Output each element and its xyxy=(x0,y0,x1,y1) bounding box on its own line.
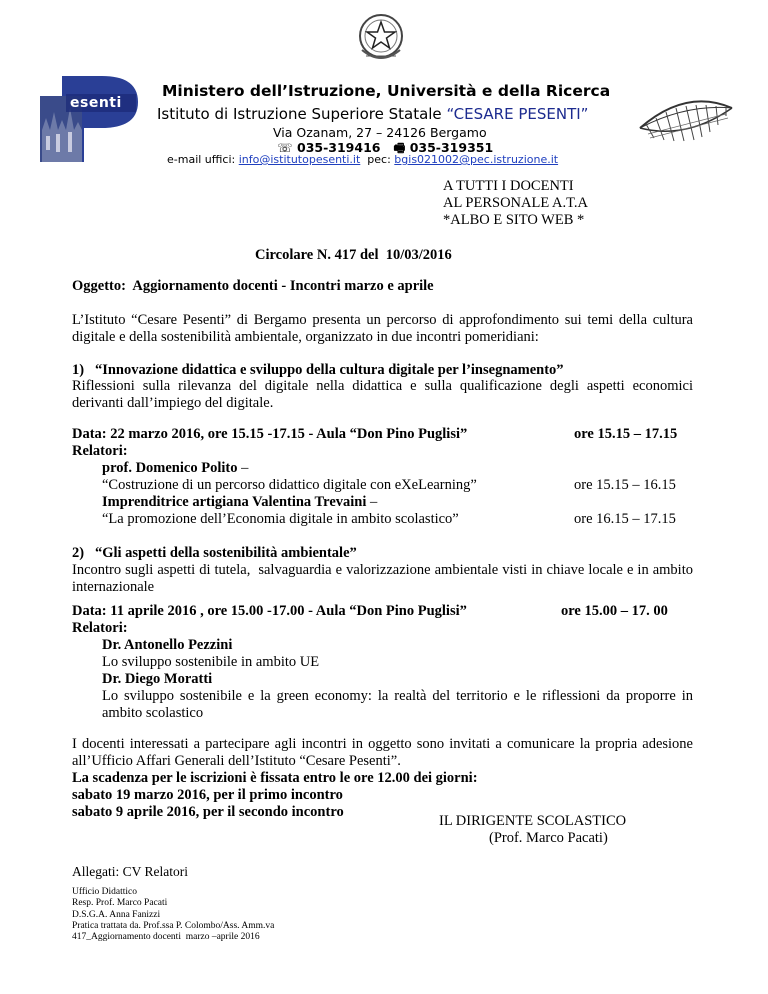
institute-line xyxy=(157,105,588,123)
fax-icon: 🖷 xyxy=(393,140,406,155)
speaker-name: Imprenditrice artigiana Valentina Trevaini xyxy=(102,494,367,510)
section1-talk2-row xyxy=(72,511,692,528)
email-label: e-mail uffici: xyxy=(167,153,239,166)
section1-time: ore 15.15 – 17.15 xyxy=(574,426,678,442)
section2-speaker1: Dr. Antonello Pezzini xyxy=(102,637,233,653)
section1-speaker2 xyxy=(102,494,377,511)
footer-line: D.S.G.A. Anna Fanizzi xyxy=(72,909,161,920)
pec-label: pec: xyxy=(360,153,395,166)
section2-title: 2) “Gli aspetti della sostenibilità ambientale” xyxy=(72,545,357,561)
recipient-line: AL PERSONALE A.T.A xyxy=(443,195,588,211)
attachments-line: Allegati: CV Relatori xyxy=(72,864,188,879)
address: Via Ozanam, 27 – 24126 Bergamo xyxy=(273,125,487,140)
phone-number: 035-319416 xyxy=(297,140,381,155)
deadline-line: La scadenza per le iscrizioni è fissata entro le ore 12.00 dei giorni: xyxy=(72,770,478,786)
phone-icon: ☏ xyxy=(277,140,293,155)
footer-line: Pratica trattata da. Prof.ssa P. Colombo/Ass. Amm.va xyxy=(72,920,275,931)
section1-title: 1) “Innovazione didattica e sviluppo della cultura digitale per l’insegnamento” xyxy=(72,362,564,378)
talk-time: ore 16.15 – 17.15 xyxy=(574,511,676,527)
section2-talk1: Lo sviluppo sostenibile in ambito UE xyxy=(102,654,320,670)
speaker-dash: – xyxy=(237,460,249,476)
fax-number: 035-319351 xyxy=(409,140,494,155)
section1-talk1-row xyxy=(72,477,692,494)
section2-talk2: Lo sviluppo sostenibile e la green economy: la realtà del territorio e le riflessioni da proporre in ambito scolastico xyxy=(102,688,693,721)
section1-date: Data: 22 marzo 2016, ore 15.15 -17.15 - Aula “Don Pino Puglisi” xyxy=(72,426,468,442)
deadline-date2: sabato 9 aprile 2016, per il secondo incontro xyxy=(72,804,344,820)
talk-time: ore 15.15 – 16.15 xyxy=(574,477,676,493)
section2-date-row xyxy=(72,603,692,620)
school-logo xyxy=(40,70,140,162)
deadline-date1: sabato 19 marzo 2016, per il primo incontro xyxy=(72,787,343,803)
emblem-icon xyxy=(356,10,406,66)
section2-speaker2: Dr. Diego Moratti xyxy=(102,671,213,687)
architecture-icon xyxy=(636,94,736,148)
ministry-title: Ministero dell’Istruzione, Università e della Ricerca xyxy=(162,82,611,100)
section1-date-row xyxy=(72,426,692,443)
email-line xyxy=(167,153,558,166)
institute-name: “CESARE PESENTI” xyxy=(446,105,589,123)
section1-description: Riflessioni sulla rilevanza del digitale nella didattica e sulla qualificazione degli aspetti economici derivanti dall’impiego del digitale. xyxy=(72,378,693,411)
talk-title: “La promozione dell’Economia digitale in ambito scolastico” xyxy=(102,511,459,527)
talk-title: “Costruzione di un percorso didattico digitale con eXeLearning” xyxy=(102,477,477,493)
section2-speakers-label: Relatori: xyxy=(72,620,128,636)
circular-number: Circolare N. 417 del 10/03/2016 xyxy=(255,247,452,263)
intro-paragraph: L’Istituto “Cesare Pesenti” di Bergamo presenta un percorso di approfondimento sui temi della cultura digitale e della sostenibilità ambientale, organizzato in due incontri pomeridiani: xyxy=(72,312,693,345)
section1-speakers-label: Relatori: xyxy=(72,443,128,459)
footer-line: Ufficio Didattico xyxy=(72,887,137,897)
recipient-line: *ALBO E SITO WEB * xyxy=(443,212,585,228)
speaker-dash: – xyxy=(366,494,378,510)
pec-link[interactable]: bgis021002@pec.istruzione.it xyxy=(394,153,559,166)
signature-role: IL DIRIGENTE SCOLASTICO xyxy=(439,813,627,829)
email-link[interactable]: info@istitutopesenti.it xyxy=(238,153,361,166)
subject-line: Oggetto: Aggiornamento docenti - Incontri marzo e aprile xyxy=(72,278,434,294)
footer-line: Resp. Prof. Marco Pacati xyxy=(72,898,168,909)
logo-text: esenti xyxy=(70,95,122,111)
section1-speaker1 xyxy=(102,460,248,477)
footer-block xyxy=(72,887,274,943)
footer-line: 417_Aggiornamento docenti marzo –aprile 2016 xyxy=(72,932,260,943)
signature-name: (Prof. Marco Pacati) xyxy=(489,830,608,846)
closing-paragraph: I docenti interessati a partecipare agli incontri in oggetto sono invitati a comunicare la propria adesione all’Ufficio Affari Generali dell’Istituto “Cesare Pesenti”. xyxy=(72,736,693,769)
speaker-name: prof. Domenico Polito xyxy=(102,460,238,476)
section2-description: Incontro sugli aspetti di tutela, salvaguardia e valorizzazione ambientale visti in chiave locale e in ambito internazionale xyxy=(72,562,697,595)
recipient-line: A TUTTI I DOCENTI xyxy=(443,178,574,194)
section2-date: Data: 11 aprile 2016 , ore 15.00 -17.00 - Aula “Don Pino Puglisi” xyxy=(72,603,467,619)
institute-prefix: Istituto di Istruzione Superiore Statale xyxy=(157,105,447,123)
section2-time: ore 15.00 – 17. 00 xyxy=(561,603,668,619)
recipients-block xyxy=(443,178,588,229)
